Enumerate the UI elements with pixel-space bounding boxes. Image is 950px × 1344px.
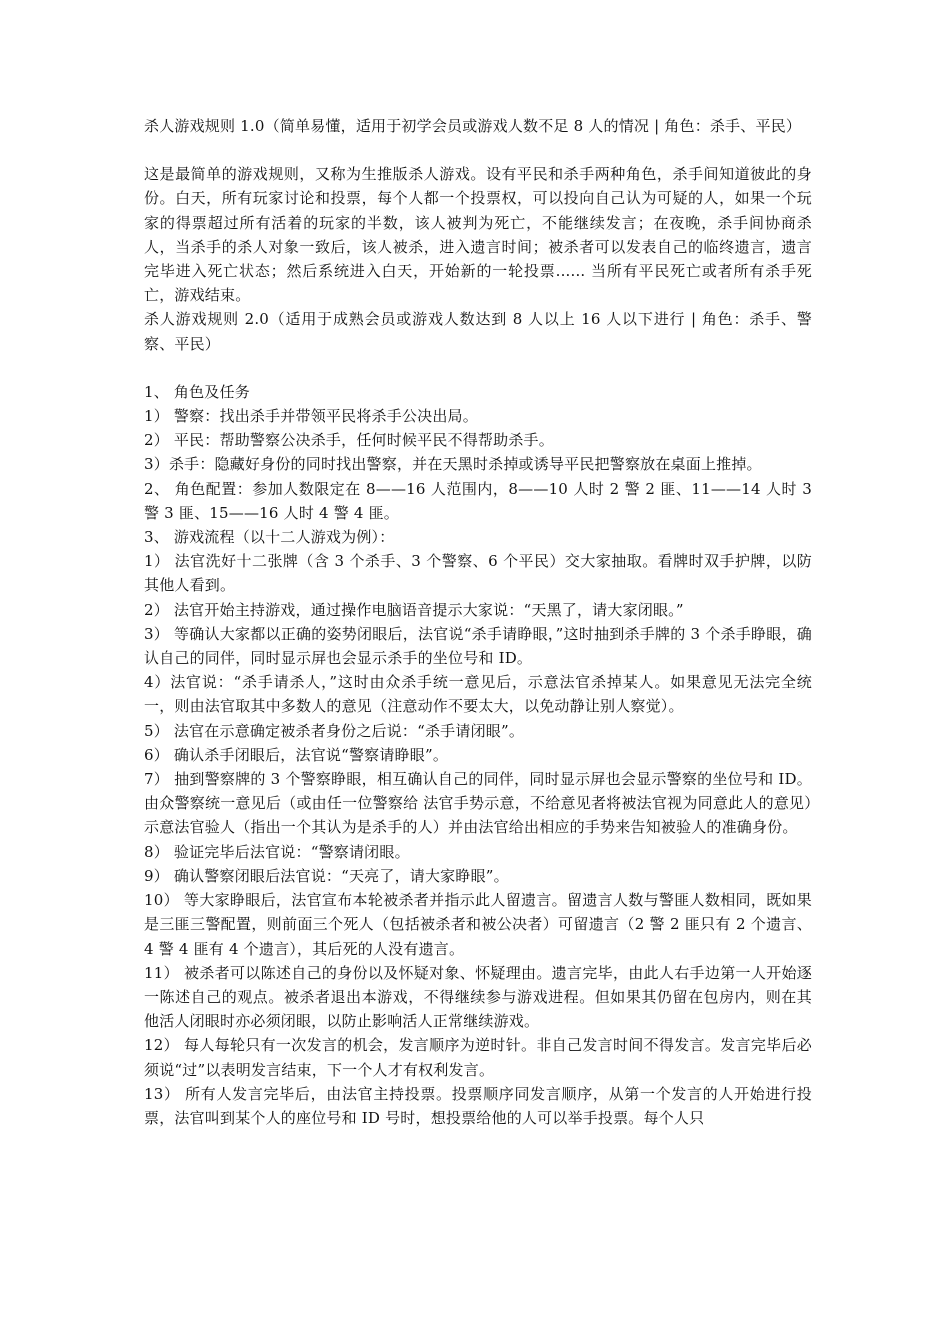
rule-line: 6） 确认杀手闭眼后，法官说“警察请睁眼”。 [144,745,449,764]
rule-line: 12） 每人每轮只有一次发言的机会，发言顺序为逆时针。非自己发言时间不得发言。发言完毕后必须说“过”以表明发言结束，下一个人才有权利发言。 [144,1036,812,1079]
rule-line: 4）法官说：“杀手请杀人，”这时由众杀手统一意见后，示意法官杀掉某人。如果意见无法完全统一，则由法官取其中多数人的意见（注意动作不要太大，以免动静让别人察觉）。 [144,673,812,716]
rule-line: 7） 抽到警察牌的 3 个警察睁眼，相互确认自己的同伴，同时显示屏也会显示警察的坐位号和 ID。由众警察统一意见后（或由任一位警察给 法官手势示意，不给意见者将被法官视为同意此人的意见）示意法官验人（指出一个其认为是杀手的人）并由法官给出相应的手势来告知被验人的准确身份。 [144,770,812,837]
rules-v1-intro: 这是最简单的游戏规则，又称为生推版杀人游戏。设有平民和杀手两种角色，杀手间知道彼此的身份。白天，所有玩家讨论和投票，每个人都一个投票权，可以投向自己认为可疑的人，如果一个玩家的得票超过所有活着的玩家的半数，该人被判为死亡，不能继续发言；在夜晚，杀手间协商杀人，当杀手的杀人对象一致后，该人被杀，进入遗言时间；被杀者可以发表自己的临终遗言，遗言完毕进入死亡状态；然后系统进入白天，开始新的一轮投票...... 当所有平民死亡或者所有杀手死亡，游戏结束。 [144,165,812,305]
rule-line: 3、 游戏流程（以十二人游戏为例）： [144,528,395,547]
rule-line: 9） 确认警察闭眼后法官说：“天亮了，请大家睁眼”。 [144,866,509,885]
rules-v2-title: 杀人游戏规则 2.0（适用于成熟会员或游戏人数达到 8 人以上 16 人以下进行 | 角色：杀手、警察、平民） [144,310,812,353]
rule-line: 2） 法官开始主持游戏，通过操作电脑语音提示大家说：“天黑了，请大家闭眼。” [144,600,684,619]
rule-line: 8） 验证完毕后法官说：“警察请闭眼。 [144,842,410,861]
blank-line [144,138,812,162]
document-page [144,114,812,1130]
rule-line: 1） 法官洗好十二张牌（含 3 个杀手、3 个警察、6 个平民）交大家抽取。看牌时双手护牌，以防其他人看到。 [144,552,812,595]
rule-line: 3）杀手：隐藏好身份的同时找出警察，并在天黑时杀掉或诱导平民把警察放在桌面上推掉。 [144,455,762,474]
rule-line: 2） 平民：帮助警察公决杀手，任何时候平民不得帮助杀手。 [144,431,554,450]
rule-line: 5） 法官在示意确定被杀者身份之后说：“杀手请闭眼”。 [144,721,525,740]
rule-line: 1、 角色及任务 [144,382,250,401]
rule-line: 13） 所有人发言完毕后，由法官主持投票。投票顺序同发言顺序，从第一个发言的人开始进行投票，法官叫到某个人的座位号和 ID 号时，想投票给他的人可以举手投票。每个人只 [144,1084,812,1127]
rule-line: 10） 等大家睁眼后，法官宣布本轮被杀者并指示此人留遗言。留遗言人数与警匪人数相同，既如果是三匪三警配置，则前面三个死人（包括被杀者和被公决者）可留遗言（2 警 2 匪只有 2 个遗言、4 警 4 匪有 4 个遗言），其后死的人没有遗言。 [144,891,812,958]
rules-v1-title: 杀人游戏规则 1.0（简单易懂，适用于初学会员或游戏人数不足 8 人的情况 | 角色：杀手、平民） [144,117,802,135]
rule-line: 2、 角色配置：参加人数限定在 8——16 人范围内，8——10 人时 2 警 2 匪、11——14 人时 3 警 3 匪、15——16 人时 4 警 4 匪。 [144,479,812,522]
blank-line [144,356,812,380]
rule-line: 1） 警察：找出杀手并带领平民将杀手公决出局。 [144,407,478,426]
rule-line: 11） 被杀者可以陈述自己的身份以及怀疑对象、怀疑理由。遗言完毕，由此人右手边第一人开始逐一陈述自己的观点。被杀者退出本游戏，不得继续参与游戏进程。但如果其仍留在包房内，则在其他活人闭眼时亦必须闭眼，以防止影响活人正常继续游戏。 [144,963,812,1031]
rule-line: 3） 等确认大家都以正确的姿势闭眼后，法官说“杀手请睁眼，”这时抽到杀手牌的 3 个杀手睁眼，确认自己的同伴，同时显示屏也会显示杀手的坐位号和 ID。 [144,624,812,668]
